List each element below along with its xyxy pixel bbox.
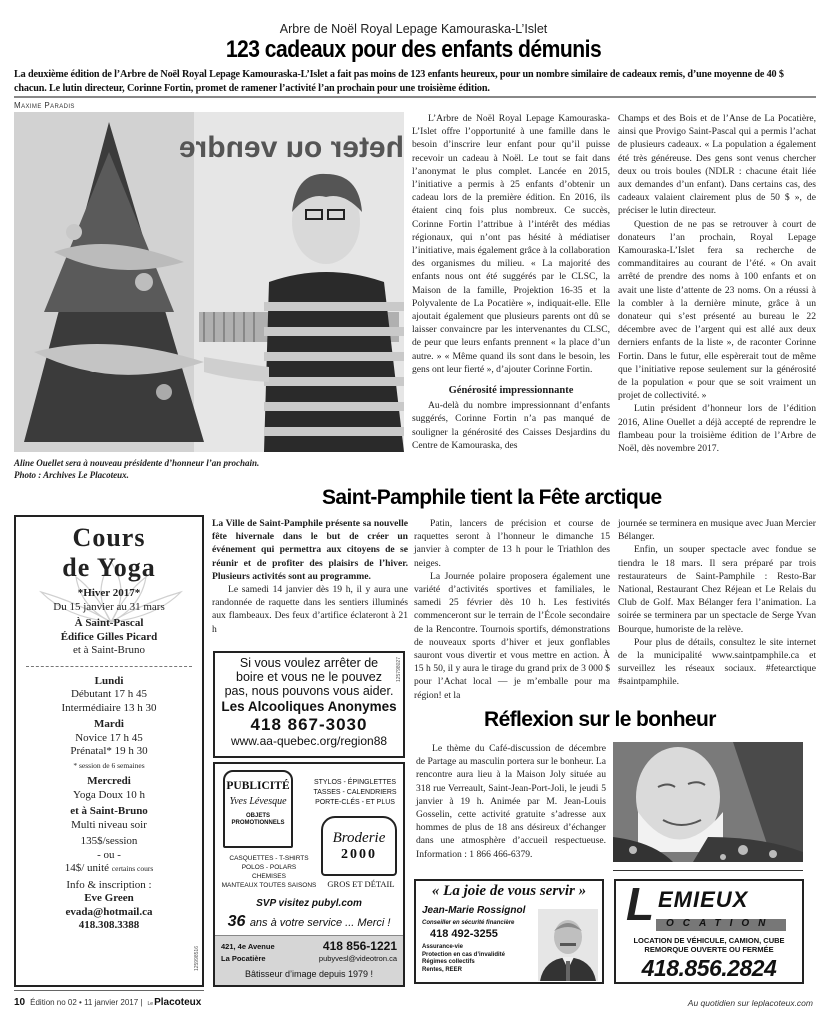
article2-lede: La Ville de Saint-Pamphile présente sa nouvelle fête hivernale dans le but de créer un événement qui permettra aux citoyens de se réunir et de profiter des plaisirs de l’hiver. Plusieurs activités sont au programme. bbox=[212, 518, 408, 582]
paragraph: Pour plus de détails, consultez le site internet de la municipalité www.saintpamphile.ca et surveillez les réseaux sociaux. #fetearctique #saintpamphile. bbox=[618, 636, 816, 688]
article3-body bbox=[416, 742, 606, 861]
logo-sub: OBJETS PROMOTIONNELS bbox=[231, 813, 285, 826]
brand-prefix: Le bbox=[147, 1001, 154, 1007]
ad-email[interactable]: pubyvesl@videotron.ca bbox=[318, 954, 397, 963]
article3-headline: Réflexion sur le bonheur bbox=[484, 708, 716, 731]
article2-column-3 bbox=[618, 517, 816, 689]
footer-site[interactable]: Au quotidien sur leplacoteux.com bbox=[687, 998, 813, 1008]
ad-phone: 418.856.2824 bbox=[641, 955, 777, 981]
product-item: PORTE-CLÉS - ET PLUS bbox=[315, 799, 395, 806]
logo-text: PUBLICITÉ bbox=[226, 780, 290, 792]
divider bbox=[26, 666, 192, 667]
product-item: TASSES - CALENDRIERS bbox=[313, 789, 397, 796]
ad-yoga-phone: 418.308.3388 bbox=[78, 919, 140, 931]
ad-product-list bbox=[307, 778, 403, 808]
ad-yoga-class: Débutant 17 h 45 bbox=[70, 688, 148, 700]
address-line: 421, 4e Avenue bbox=[221, 942, 275, 951]
paragraph: Au-delà du nombre impressionnant d’enfants suggérés, Corinne Fortin n’a pas manqué de souligner la générosité des Caisses Desjardins du Centre de Kamouraska, des bbox=[412, 400, 610, 451]
service-item: Protection en cas d’invalidité bbox=[422, 951, 506, 958]
ad-yoga-info: Info & inscription : bbox=[66, 878, 152, 891]
product-item: CASQUETTES - T-SHIRTS bbox=[229, 855, 309, 862]
ad-yoga-place: Édifice Gilles Picard bbox=[60, 630, 158, 643]
divider bbox=[613, 870, 803, 871]
ad-yoga-class: Novice 17 h 45 bbox=[75, 731, 143, 744]
logo-text: Broderie bbox=[332, 830, 386, 846]
ad-aa-org: Les Alcooliques Anonymes bbox=[221, 699, 397, 714]
paragraph: Le thème du Café-discussion de décembre de Partage au masculin portera sur le bonheur. La rencontre aura lieu à la Maison Joly située au 318 rue Verreault, Saint-Jean-Port-Joli, le jeudi 5 janvier à 19 h. Animée par M. Jean-Louis Gosselin, cette activité gratuite s’adresse aux hommes de plus de 18 ans désireux d’échanger dans une atmosphère d’accueil respectueuse. Information : 1 866 466-6379. bbox=[416, 743, 606, 860]
ad-yoga-day: et à Saint-Bruno bbox=[70, 805, 148, 817]
photo-caption bbox=[14, 457, 404, 481]
ad-aa-url[interactable]: www.aa-quebec.org/region88 bbox=[230, 734, 388, 748]
ad-aa-line: boire et vous ne le pouvez bbox=[236, 670, 382, 684]
ad-tagline: Bâtisseur d’image depuis 1979 ! bbox=[244, 969, 374, 979]
article1-column-1 bbox=[412, 112, 610, 452]
article-lede: La deuxième édition de l’Arbre de Noël Royal Lepage Kamouraska-L’Islet a fait pas moins de 123 enfants heureux, pour un nombre similaire de cadeaux remis, d’une moyenne de 40 $ chacun. Le lutin directeur, Corinne Fortin, promet de ramener l’activité l’an prochain pour une troisième édition. bbox=[14, 69, 784, 94]
ad-yoga-or: - ou - bbox=[97, 848, 121, 861]
brand-logo: Placoteux bbox=[154, 997, 202, 1008]
ad-aa-phone: 418 867-3030 bbox=[250, 715, 368, 734]
ad-contact-band bbox=[215, 935, 403, 985]
paragraph: Enfin, un souper spectacle avec fondue se tiendra le 18 mars. Il sera préparé par trois restaurateurs de Saint-Pamphile : Resto-Bar National, Restaurant Chez Réjean et Le Relais du Club de Golf. Max Bélanger fera l’animation. La soirée se terminera par un spectacle de Serge Yvan Bourque, humoriste de la relève. bbox=[618, 544, 816, 635]
divider bbox=[14, 990, 204, 991]
ad-aa-line: Si vous voulez arrêter de bbox=[239, 656, 379, 670]
svg-text:heter ou vendre: heter ou vendre bbox=[178, 131, 404, 164]
ad-logo-l: L bbox=[626, 879, 655, 930]
service-item: Assurance-vie bbox=[422, 944, 464, 950]
ad-aa-line: pas, nous pouvons vous aider. bbox=[224, 684, 394, 698]
page-footer bbox=[14, 997, 201, 1008]
ad-advisor-name: Jean-Marie Rossignol bbox=[422, 905, 526, 916]
paragraph: Lutin président d’honneur lors de l’édition 2016, Aline Ouellet a déjà accepté de reprendre le flambeau pour la troisième édition de l’Arbre de Noël, dès novembre 2017. bbox=[618, 403, 816, 455]
ad-yoga-dates: Du 15 janvier au 31 mars bbox=[53, 600, 165, 613]
edition-info: Édition no 02 • 11 janvier 2017 | bbox=[30, 998, 143, 1007]
subheading: Générosité impressionnante bbox=[448, 385, 574, 397]
article2-column-1 bbox=[212, 517, 408, 636]
paragraph: Patin, lancers de précision et course de raquettes seront à l’honneur le dimanche 15 janvier à compter de 13 h pour le Triathlon des neiges. bbox=[414, 518, 610, 569]
ad-logo-broderie bbox=[321, 816, 397, 876]
article2-column-2 bbox=[414, 517, 610, 702]
logo-number: 2000 bbox=[341, 847, 377, 862]
product-item: MANTEAUX TOUTES SAISONS bbox=[221, 882, 317, 889]
paragraph: La Journée polaire proposera également une variété d’activités sportives et familiales, le samedi 25 février dès 10 h. Les festivités commenceront sur le terrain de l’École secondaire de la Rencontre. Tournois sportifs, démonstrations de nouveaux sports d’hiver et jeux gonflables sauront vous divertir et vous mettre en action. À 15 h 50, il y aura le tirage du grand prix de 3 000 $ pour l’Achat local — je m’emballe pour ma région! et la bbox=[414, 570, 610, 701]
ad-phone: 418 856-1221 bbox=[322, 939, 397, 953]
ad-yoga-place: À Saint-Pascal bbox=[74, 617, 144, 629]
service-item: Rentes, REER bbox=[422, 966, 463, 973]
ad-years-text: ans à votre service ... Merci ! bbox=[249, 917, 391, 929]
ad-slogan: « La joie de vous servir » bbox=[431, 883, 587, 899]
ad-yoga-price: 135$/session bbox=[80, 835, 138, 847]
ad-website[interactable]: SVP visitez pubyl.com bbox=[256, 898, 362, 909]
ad-logo-sub: OCATION bbox=[666, 918, 775, 929]
ad-yoga-price-2: 14$/ unité bbox=[64, 862, 110, 874]
ad-address bbox=[221, 941, 275, 965]
logo-sub: GROS ET DÉTAIL bbox=[327, 879, 395, 889]
ad-publicite-yves-levesque bbox=[213, 762, 405, 987]
ad-yoga-day: Mardi bbox=[94, 718, 124, 730]
service-line: REMORQUE OUVERTE OU FERMÉE bbox=[644, 945, 774, 954]
ad-alcooliques-anonymes bbox=[213, 651, 405, 758]
paragraph: Le samedi 14 janvier dès 19 h, il y aura une randonnée de raquette dans les sentiers illuminés aux flambeaux. Des feux d’artifice éclateront à 21 h bbox=[212, 584, 408, 635]
paragraph: journée se terminera en musique avec Juan Mercier Bélanger. bbox=[618, 518, 816, 543]
ad-ref-number: 125798027 bbox=[396, 657, 402, 683]
product-item: CHEMISES bbox=[252, 873, 286, 880]
caption-text: Aline Ouellet sera à nouveau présidente d’honneur l’an prochain. bbox=[14, 458, 260, 468]
ad-lemieux-location bbox=[614, 879, 804, 984]
article2-headline: Saint-Pamphile tient la Fête arctique bbox=[322, 486, 662, 509]
ad-yoga-title-2: de Yoga bbox=[62, 553, 156, 582]
ad-jean-marie-rossignol bbox=[414, 879, 604, 984]
ad-yoga-price bbox=[16, 862, 202, 876]
ad-services-list bbox=[422, 944, 505, 974]
article-kicker: Arbre de Noël Royal Lepage Kamouraska-L’Islet bbox=[279, 22, 548, 36]
ad-yoga-email[interactable]: evada@hotmail.ca bbox=[65, 905, 153, 918]
paragraph: Question de ne pas se retrouver à court de donateurs l’an prochain, Royal Lepage Kamouraska-L’Islet fera sa recherche de commanditaires au courant de l’été. « On avait arrêté de prendre des noms à 100 enfants et on avait une liste d’attente de 23 noms. On a réussi à la combler à la dernière minute, grâce à un donateur qui s’est présenté au bureau le 22 décembre avec de l’argent qui est allé aux deux derniers enfants de la liste », de raconter Corinne Fortin. Dans le futur, elle espèrerait tout de même que l’initiative repose seulement sur la générosité de la population « pour que se soit vraiment un projet de collectivité. » bbox=[618, 218, 816, 402]
ad-logo-publicite bbox=[223, 770, 293, 848]
ad-product-list bbox=[219, 854, 319, 890]
ad-yoga-day: Lundi bbox=[94, 674, 124, 687]
ad-years bbox=[215, 913, 403, 931]
page-number: 10 bbox=[14, 997, 26, 1008]
ad-services bbox=[616, 936, 802, 954]
ad-phone: 418 492-3255 bbox=[430, 928, 498, 940]
divider bbox=[14, 96, 816, 98]
paragraph: Champs et des Bois et de l’Anse de La Pocatière, ainsi que Provigo Saint-Pascal qui a permis l’achat de plusieurs cadeaux. « La population a également été très généreuse. Des gens sont venus chercher deux ou trois boules (NDLR : chacune était liée aux demandes d’un enfant). Dans certains cas, des cadeaux valaient clairement plus de 50 $ », de préciser le lutin directeur. bbox=[618, 113, 816, 217]
ad-yoga-class: Multi niveau soir bbox=[71, 818, 147, 831]
ad-yoga-class: Intermédiaire 13 h 30 bbox=[61, 701, 157, 714]
ad-advisor-title: Conseiller en sécurité financière bbox=[422, 920, 515, 926]
ad-years-number: 36 bbox=[227, 913, 246, 930]
ad-yoga-season: *Hiver 2017* bbox=[77, 587, 141, 599]
logo-name: Yves Lévesque bbox=[229, 796, 287, 807]
article3-photo bbox=[613, 742, 803, 862]
article1-column-2 bbox=[618, 112, 816, 455]
ad-yoga-day: Mercredi bbox=[87, 775, 131, 787]
photo-credit: Photo : Archives Le Placoteux. bbox=[14, 470, 129, 480]
service-item: Régimes collectifs bbox=[422, 959, 475, 965]
ad-yoga-price-note: certains cours bbox=[111, 864, 154, 873]
photo-bearded-man bbox=[613, 742, 803, 862]
paragraph: L’Arbre de Noël Royal Lepage Kamouraska-L’Islet offre l’opportunité à une famille dans le besoin d’inscrire leur enfant pour qu’il puisse recevoir un cadeau à Noël. Le tout se fait dans l’anonymat le plus complet. Lancée en 2015, l’initiative a permis à 25 enfants d’obtenir un cadeau lors de la première édition. En 2016, ils étaient cinq fois plus nombreux. Ce succès, Corinne Fortin l’attribue à l’intérêt des médias régionaux, qui n’ont pas hésité à médiatiser l’initiative, mais également grâce à la collaboration des organismes du milieu. « La majorité des enfants nous ont été suggérés par le CLSC, la Maison de la famille, Projektion 16-35 et la Polyvalente de La Pocatière », indiquait-elle. Elle ajoutait également que plusieurs parents ont dû se laisser convaincre par les intervenantes du CLSC, de peur que leurs enfants prennent « la place d’un autre. » « Même quand ils sont dans le besoin, les gens ont leur fierté », d’ajouter Corinne Fortin. bbox=[412, 113, 610, 375]
service-line: LOCATION DE VÉHICULE, CAMION, CUBE bbox=[633, 936, 785, 945]
ad-yoga-contact-name: Eve Green bbox=[84, 892, 134, 904]
ad-logo-text: EMIEUX bbox=[658, 887, 749, 912]
ad-yoga-class: Prénatal* 19 h 30 bbox=[70, 745, 148, 757]
article-headline: 123 cadeaux pour des enfants démunis bbox=[225, 36, 602, 63]
photo-woman-christmas-tree bbox=[14, 112, 404, 452]
ad-ref-number: 125998516 bbox=[194, 945, 200, 971]
ad-yoga-title-1: Cours bbox=[72, 523, 146, 552]
ad-yoga bbox=[14, 515, 204, 987]
ad-yoga-class: Yoga Doux 10 h bbox=[73, 788, 145, 801]
byline: Maxime Paradis bbox=[14, 101, 75, 110]
product-item: POLOS - POLARS bbox=[241, 864, 297, 871]
address-line: La Pocatière bbox=[221, 954, 266, 963]
portrait-man bbox=[538, 909, 598, 981]
ad-yoga-place: et à Saint-Bruno bbox=[72, 644, 146, 656]
product-item: STYLOS - ÉPINGLETTES bbox=[313, 779, 397, 786]
ad-yoga-note: * session de 6 semaines bbox=[73, 760, 145, 770]
article-photo bbox=[14, 112, 404, 452]
advisor-photo bbox=[538, 909, 598, 981]
